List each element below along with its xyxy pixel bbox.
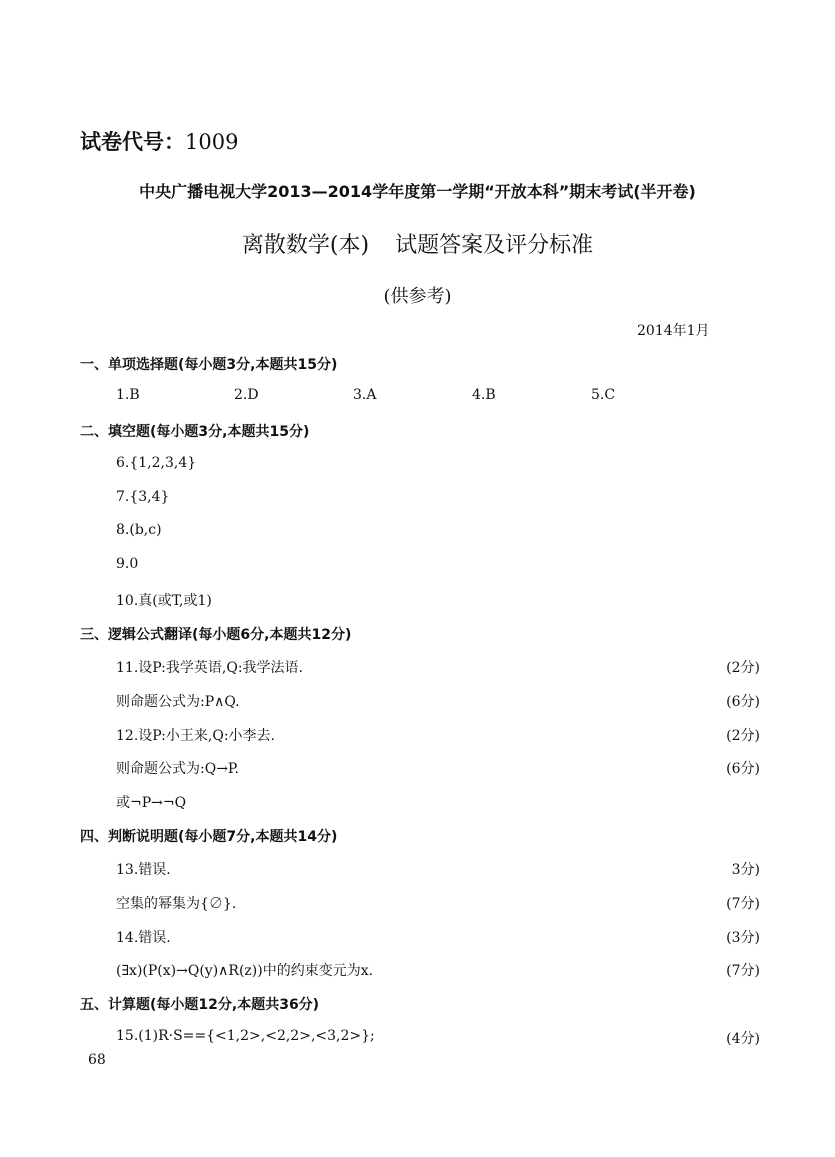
answer-line: (∃x)(P(x)→Q(y)∧R(z))中的约束变元为x. xyxy=(116,963,374,979)
answer-item: 1.B xyxy=(116,387,140,403)
section-title-4: 四、判断说明题(每小题7分,本题共14分) xyxy=(80,829,338,845)
title-text: 试题答案及评分标准 xyxy=(395,233,594,258)
answer-line: 9.0 xyxy=(116,556,139,572)
reference-note: (供参考) xyxy=(383,286,452,307)
answer-line: 12.设P:小王来,Q:小李去. xyxy=(116,728,275,744)
exam-code-label: 试卷代号： xyxy=(80,130,185,154)
answer-item: 5.C xyxy=(591,387,616,403)
points-label: (2分) xyxy=(726,660,760,676)
page-number: 68 xyxy=(88,1052,106,1068)
section-title-1: 一、单项选择题(每小题3分,本题共15分) xyxy=(80,357,338,373)
answer-line: 13.错误. xyxy=(116,862,171,878)
section-title-5: 五、计算题(每小题12分,本题共36分) xyxy=(80,997,320,1013)
exam-code-number: 1009 xyxy=(185,130,239,154)
points-label: (6分) xyxy=(726,761,760,777)
section-title-3: 三、逻辑公式翻译(每小题6分,本题共12分) xyxy=(80,627,352,643)
answer-line: 则命题公式为:Q→P. xyxy=(116,761,239,777)
answer-item: 2.D xyxy=(234,387,259,403)
section-title-2: 二、填空题(每小题3分,本题共15分) xyxy=(80,424,310,440)
answer-line: 6.{1,2,3,4} xyxy=(116,455,197,471)
subject-name: 离散数学(本) xyxy=(241,233,370,258)
exam-code xyxy=(80,126,238,156)
answer-line: 空集的幂集为{∅}. xyxy=(116,896,237,912)
answer-line: 11.设P:我学英语,Q:我学法语. xyxy=(116,660,303,676)
points-label: 3分) xyxy=(731,862,760,878)
points-label: (2分) xyxy=(726,728,760,744)
university-line: 中央广播电视大学2013—2014学年度第一学期“开放本科”期末考试(半开卷) xyxy=(139,182,696,201)
answer-item: 4.B xyxy=(472,387,496,403)
answer-line: 10.真(或T,或1) xyxy=(116,593,212,609)
answer-line: 7.{3,4} xyxy=(116,489,170,505)
points-label: (7分) xyxy=(726,963,760,979)
points-label: (4分) xyxy=(726,1031,760,1047)
document-title xyxy=(0,228,835,259)
exam-date: 2014年1月 xyxy=(637,323,710,339)
answer-line: 8.(b,c) xyxy=(116,522,162,538)
points-label: (7分) xyxy=(726,896,760,912)
answer-line: 14.错误. xyxy=(116,930,171,946)
points-label: (3分) xyxy=(726,930,760,946)
answer-line: 15.(1)R·S=={<1,2>,<2,2>,<3,2>}; xyxy=(116,1028,375,1044)
answer-line: 则命题公式为:P∧Q. xyxy=(116,694,240,710)
points-label: (6分) xyxy=(726,694,760,710)
answer-line: 或¬P→¬Q xyxy=(116,795,187,811)
answer-item: 3.A xyxy=(353,387,377,403)
